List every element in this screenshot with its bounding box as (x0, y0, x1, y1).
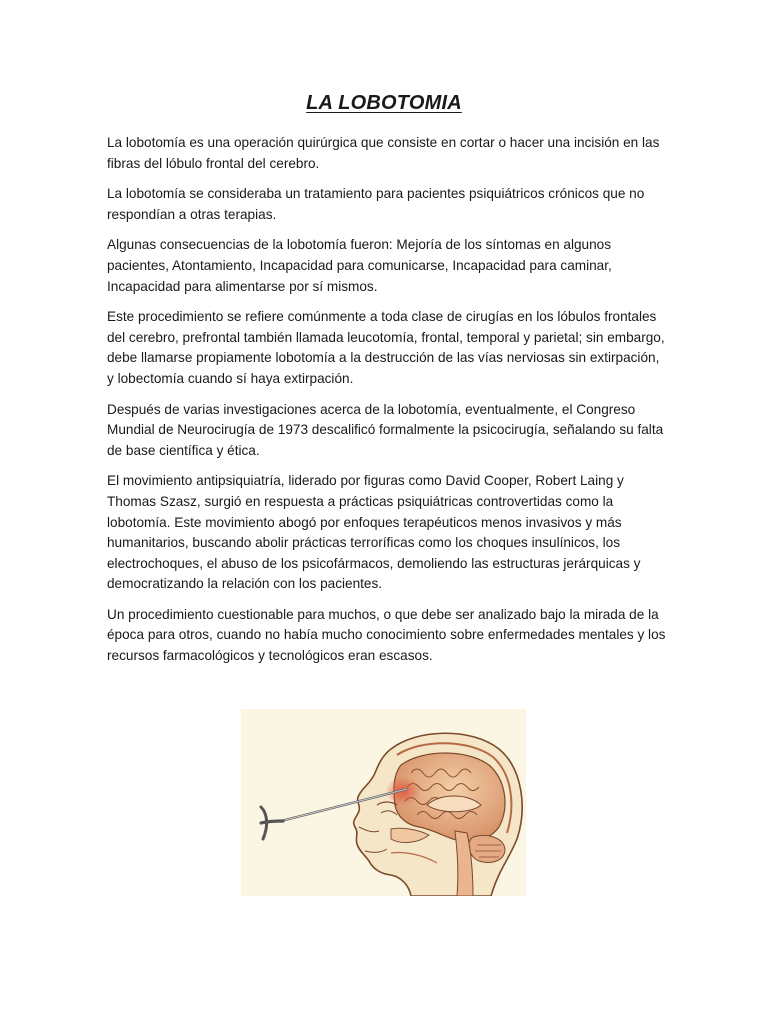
paragraph-treatment: La lobotomía se consideraba un tratamiento para pacientes psiquiátricos crónicos que no respondían a otras terapias. (107, 186, 645, 222)
document-title (0, 92, 768, 115)
lobotomy-head-illustration-icon (241, 709, 526, 896)
paragraph-antipsychiatry: El movimiento antipsiquiatría, liderado por figuras como David Cooper, Robert Laing y Thomas Szasz, surgió en respuesta a prácticas psiquiátricas controvertidas como la lobotomía. Este movimiento abogó por enfoques terapéuticos menos invasivos y más humanitarios, buscando abolir prácticas terroríficas como los choques insulínicos, los electrochoques, el abuso de los psicofármacos, demoliendo las estructuras jerárquicas y democratizando la relación con los pacientes. (107, 473, 641, 592)
paragraph-consequences: Algunas consecuencias de la lobotomía fueron: Mejoría de los síntomas en algunos pacientes, Atontamiento, Incapacidad para comunicarse, Incapacidad para caminar, Incapacidad para alimentarse por sí mismos. (107, 237, 612, 294)
document-title-text: LA LOBOTOMIA (306, 92, 462, 114)
document-body (107, 133, 667, 677)
paragraph-procedure: Este procedimiento se refiere comúnmente a toda clase de cirugías en los lóbulos frontales del cerebro, prefrontal también llamada leucotomía, frontal, temporal y parietal; sin embargo, debe llamarse propiamente lobotomía a la destrucción de las vías nerviosas sin extirpación, y lobectomía cuando sí haya extirpación. (107, 309, 665, 386)
paragraph-congress: Después de varias investigaciones acerca de la lobotomía, eventualmente, el Congreso Mundial de Neurocirugía de 1973 descalificó formalmente la psicocirugía, señalando su falta de base científica y ética. (107, 401, 664, 458)
paragraph-definition: La lobotomía es una operación quirúrgica que consiste en cortar o hacer una incisión en las fibras del lóbulo frontal del cerebro. (107, 135, 660, 171)
lobotomy-illustration (241, 709, 526, 896)
paragraph-conclusion: Un procedimiento cuestionable para muchos, o que debe ser analizado bajo la mirada de la época para otros, cuando no había mucho conocimiento sobre enfermedades mentales y los recursos farmacológicos y tecnológicos eran escasos. (107, 606, 666, 664)
